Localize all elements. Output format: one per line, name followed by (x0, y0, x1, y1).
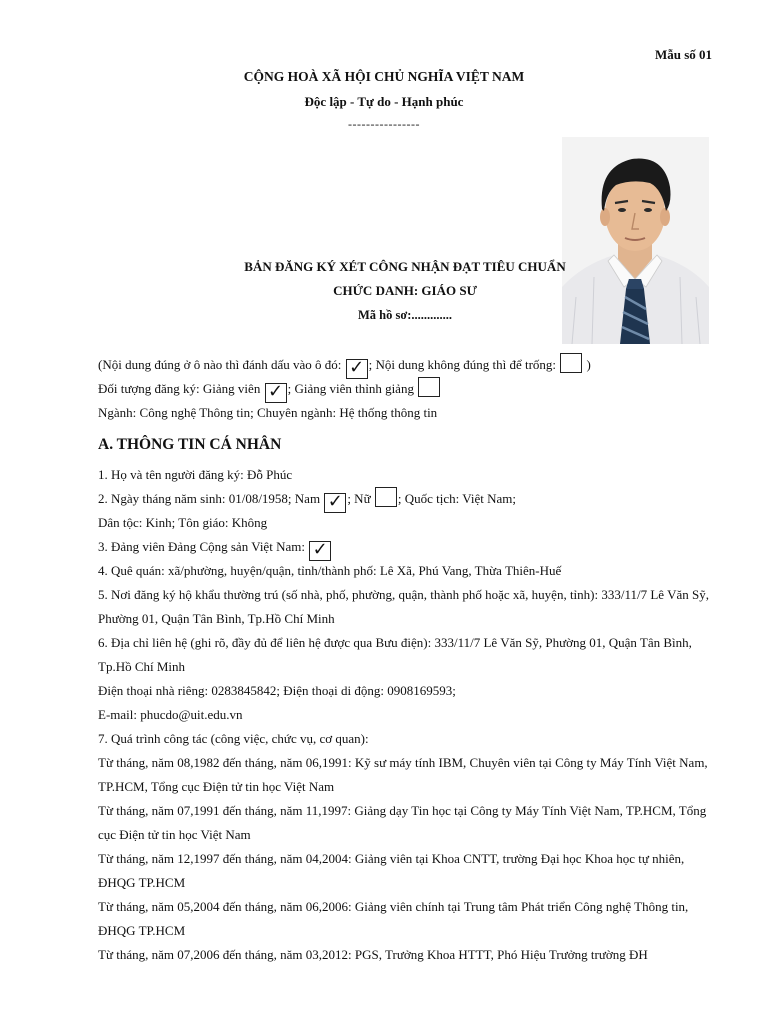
instructions-text: (Nội dung đúng ở ô nào thì đánh dấu vào ô đó: (98, 357, 345, 372)
national-motto: Độc lập - Tự do - Hạnh phúc (304, 94, 464, 109)
work-history-item: Từ tháng, năm 07,1991 đến tháng, năm 11,1997: Giảng dạy Tin học tại Công ty Máy Tính Việt Nam, TP.HCM, Tổng cục Điện tử tin học Việt Nam (98, 803, 707, 842)
work-heading: 7. Quá trình công tác (công việc, chức vụ, cơ quan): (98, 731, 369, 746)
form-title: BẢN ĐĂNG KÝ XÉT CÔNG NHẬN ĐẠT TIÊU CHUẨN (244, 259, 566, 274)
party-label: 3. Đảng viên Đảng Cộng sản Việt Nam: (98, 539, 309, 554)
work-history-item: Từ tháng, năm 07,2006 đến tháng, năm 03,2012: PGS, Trưởng Khoa HTTT, Phó Hiệu Trưởng trường ĐH (98, 947, 648, 962)
ethnicity-line: Dân tộc: Kinh; Tôn giáo: Không (98, 515, 268, 530)
nationality-text: ; Quốc tịch: Việt Nam; (397, 491, 516, 506)
field-line: Ngành: Công nghệ Thông tin; Chuyên ngành: Hệ thống thông tin (98, 405, 438, 420)
party-line (98, 535, 710, 559)
dob-text: 2. Ngày tháng năm sinh: 01/08/1958; Nam (98, 491, 324, 506)
party-checkbox[interactable]: ✓ (309, 541, 331, 561)
work-history-item: Từ tháng, năm 08,1982 đến tháng, năm 06,1991: Kỹ sư máy tính IBM, Chuyên viên tại Công ty Máy Tính Việt Nam, TP.HCM, Tổng cục Điện tử tin học Việt Nam (98, 755, 708, 794)
female-checkbox[interactable] (375, 487, 397, 507)
visiting-lecturer-label: ; Giảng viên thỉnh giảng (287, 381, 418, 396)
target-label: Đối tượng đăng ký: Giảng viên (98, 381, 264, 396)
work-history-item: Từ tháng, năm 12,1997 đến tháng, năm 04,2004: Giảng viên tại Khoa CNTT, trường Đại học Khoa học tự nhiên, ĐHQG TP.HCM (98, 851, 685, 890)
file-code: Mã hồ sơ:............. (357, 308, 453, 322)
checked-example-checkbox: ✓ (346, 359, 368, 379)
female-label: ; Nữ (347, 491, 374, 506)
form-subtitle: CHỨC DANH: GIÁO SƯ (333, 283, 477, 298)
instructions-line (98, 353, 710, 377)
target-line (98, 377, 710, 401)
form-number: Mẫu số 01 (654, 47, 712, 62)
email-line: E-mail: phucdo@uit.edu.vn (98, 707, 243, 722)
contact-line: 6. Địa chỉ liên hệ (ghi rõ, đầy đủ để liên hệ được qua Bưu điện): 333/11/7 Lê Văn Sỹ, Phường 01, Quận Tân Bình, Tp.Hồ Chí Minh (98, 635, 692, 674)
country-header: CỘNG HOÀ XÃ HỘI CHỦ NGHĨA VIỆT NAM (243, 69, 525, 84)
visiting-lecturer-checkbox[interactable] (418, 377, 440, 397)
residence-line: 5. Nơi đăng ký hộ khẩu thường trú (số nhà, phố, phường, quận, thành phố hoặc xã, huyện, tỉnh): 333/11/7 Lê Văn Sỹ, Phường 01, Quận Tân Bình, Tp.Hồ Chí Minh (98, 587, 709, 626)
name-line: 1. Họ và tên người đăng ký: Đỗ Phúc (98, 467, 293, 482)
empty-example-checkbox (560, 353, 582, 373)
instructions-text-2: ; Nội dung không đúng thì để trống: (368, 357, 560, 372)
work-history-item: Từ tháng, năm 05,2004 đến tháng, năm 06,2006: Giảng viên chính tại Trung tâm Phát triển Công nghệ Thông tin, ĐHQG TP.HCM (98, 899, 689, 938)
male-checkbox[interactable]: ✓ (324, 493, 346, 513)
lecturer-checkbox[interactable]: ✓ (265, 383, 287, 403)
instructions-text-3: ) (583, 357, 591, 372)
section-a-heading: A. THÔNG TIN CÁ NHÂN (98, 436, 282, 453)
header-divider: ---------------- (348, 117, 420, 131)
hometown-line: 4. Quê quán: xã/phường, huyện/quận, tỉnh/thành phố: Lê Xã, Phú Vang, Thừa Thiên-Huế (98, 563, 562, 578)
dob-line (98, 487, 710, 511)
form-body (98, 353, 710, 967)
phones-line: Điện thoại nhà riêng: 0283845842; Điện thoại di động: 0908169593; (98, 683, 456, 698)
